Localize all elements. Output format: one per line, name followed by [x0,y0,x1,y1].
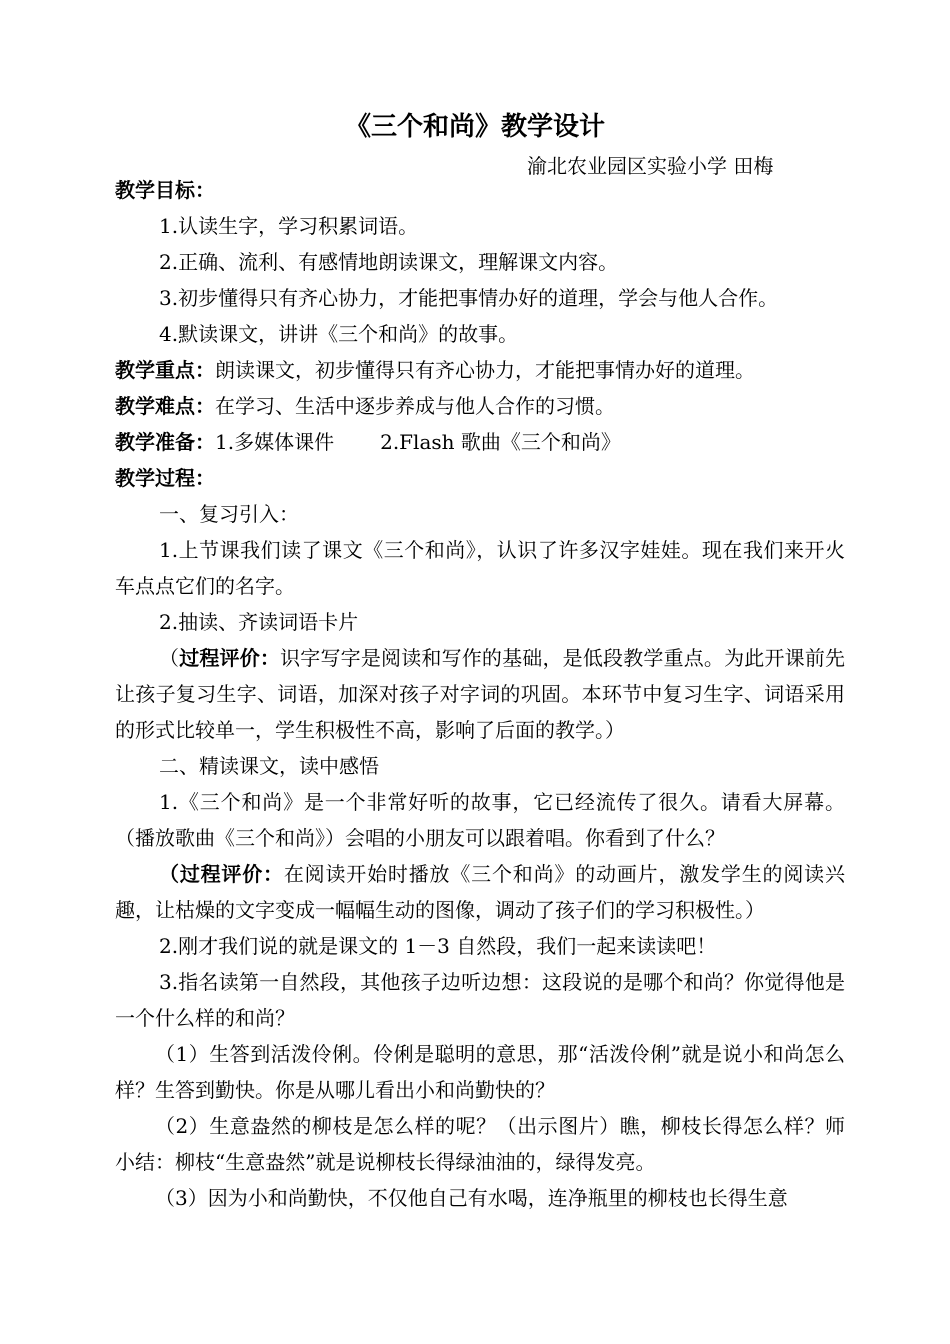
paragraph: （2）生意盎然的柳枝是怎么样的呢？（出示图片）瞧，柳枝长得怎么样？师小结：柳枝“生意盎然”就是说柳枝长得绿油油的，绿得发亮。 [115,1114,845,1174]
difficulty-label: 教学难点： [115,394,215,418]
key-point-label: 教学重点： [115,358,215,382]
paragraph: 1.上节课我们读了课文《三个和尚》，认识了许多汉字娃娃。现在我们来开火车点点它们的名字。 [115,538,845,598]
key-point-text: 朗读课文，初步懂得只有齐心协力，才能把事情办好的道理。 [215,358,755,382]
goal-item: 1.认读生字，学习积累词语。 [159,214,419,238]
key-point-line [115,352,845,388]
evaluation-label: 过程评价： [179,862,284,886]
section-heading: 二、精读课文，读中感悟 [159,754,379,778]
prep-item: 1.多媒体课件 [215,430,335,454]
paragraph: （3）因为小和尚勤快，不仅他自己有水喝，连净瓶里的柳枝也长得生意 [155,1186,788,1210]
goal-item: 2.正确、流利、有感情地朗读课文，理解课文内容。 [159,250,619,274]
document-body [115,172,845,1216]
paragraph: 2.刚才我们说的就是课文的 1－3 自然段，我们一起来读读吧！ [159,934,717,958]
prep-item: 2.Flash 歌曲《三个和尚》 [380,430,621,454]
evaluation-text: 在阅读开始时播放《三个和尚》的动画片，激发学生的阅读兴趣，让枯燥的文字变成一幅幅生动的图像，调动了孩子们的学习积极性。） [115,862,845,922]
prep-label: 教学准备： [115,430,215,454]
author-line: 渝北农业园区实验小学 田梅 [527,154,774,178]
evaluation-paragraph [115,856,845,928]
goal-item: 3.初步懂得只有齐心协力，才能把事情办好的道理，学会与他人合作。 [159,286,779,310]
paren: （ [159,646,180,670]
prep-line [115,424,845,460]
evaluation-paragraph [115,640,845,748]
paren: （ [159,862,180,886]
difficulty-line [115,388,845,424]
paragraph: （1）生答到活泼伶俐。伶俐是聪明的意思，那“活泼伶俐”就是说小和尚怎么样？生答到勤快。你是从哪儿看出小和尚勤快的？ [115,1042,845,1102]
document-title: 《三个和尚》教学设计 [344,112,605,142]
process-label: 教学过程： [115,466,215,490]
goals-label: 教学目标： [115,178,215,202]
evaluation-text: 识字写字是阅读和写作的基础，是低段教学重点。为此开课前先让孩子复习生字、词语，加深对孩子对字词的巩固。本环节中复习生字、词语采用的形式比较单一，学生积极性不高，影响了后面的教学。） [115,646,846,742]
paragraph: 2.抽读、齐读词语卡片 [159,610,359,634]
paragraph: 3.指名读第一自然段，其他孩子边听边想：这段说的是哪个和尚？你觉得他是一个什么样的和尚？ [115,970,845,1030]
evaluation-label: 过程评价： [179,646,281,670]
goal-item: 4.默读课文，讲讲《三个和尚》的故事。 [159,322,519,346]
paragraph: 1.《三个和尚》是一个非常好听的故事，它已经流传了很久。请看大屏幕。（播放歌曲《三个和尚》）会唱的小朋友可以跟着唱。你看到了什么？ [115,790,845,850]
section-heading: 一、复习引入： [159,502,299,526]
difficulty-text: 在学习、生活中逐步养成与他人合作的习惯。 [215,394,615,418]
